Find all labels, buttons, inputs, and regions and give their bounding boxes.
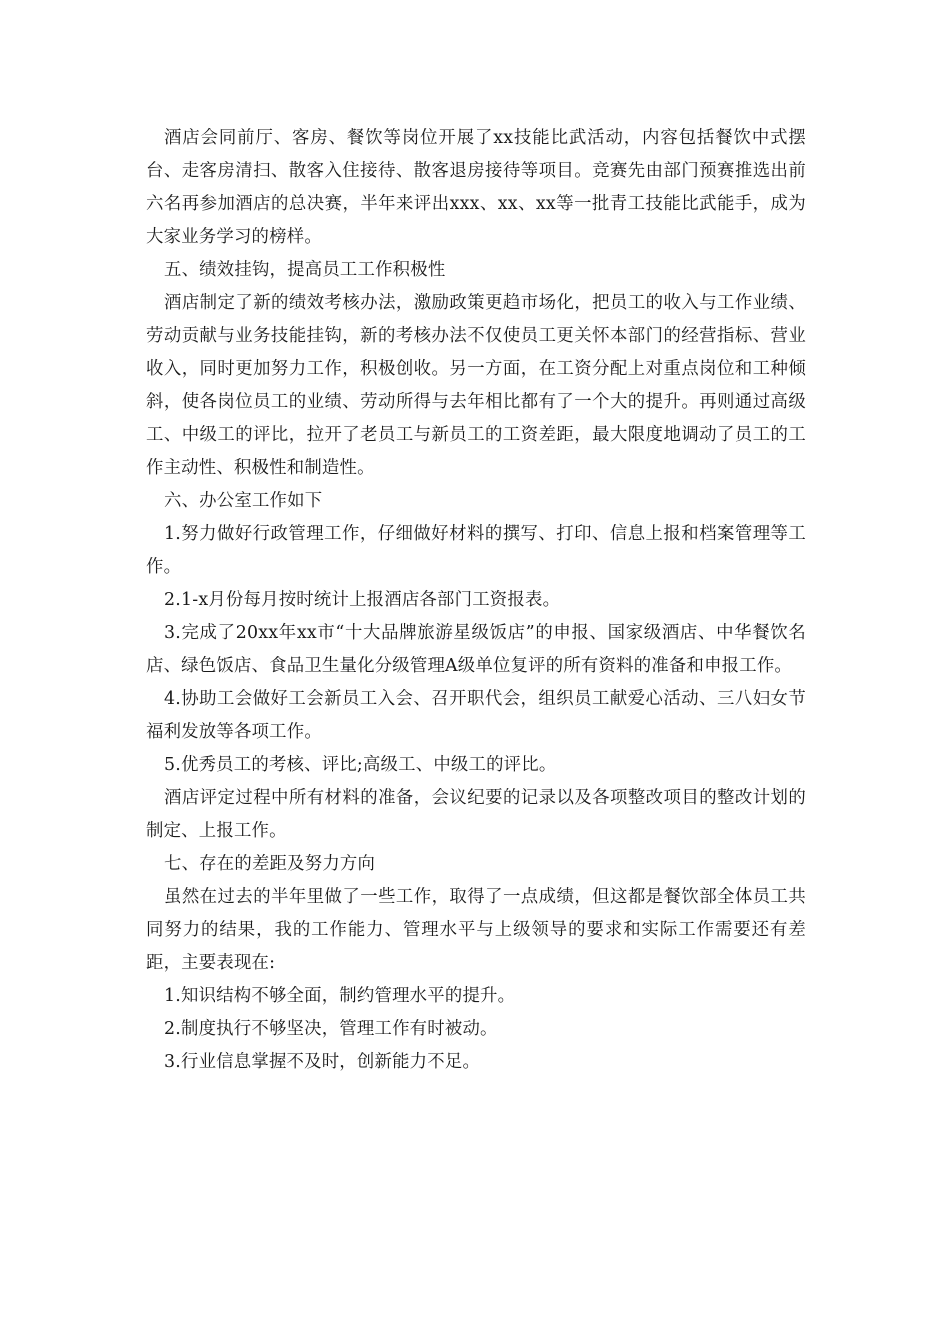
heading-section-6: 六、办公室工作如下 [164,491,323,511]
paragraph-rating-process: 酒店评定过程中所有材料的准备，会议纪要的记录以及各项整改项目的整改计划的制定、上报工作。 [146,788,806,841]
list-item-gap-3: 3.行业信息掌握不及时，创新能力不足。 [164,1052,481,1072]
paragraph-skills-competition: 酒店会同前厅、客房、餐饮等岗位开展了xx技能比武活动，内容包括餐饮中式摆台、走客房清扫、散客入住接待、散客退房接待等项目。竞赛先由部门预赛推选出前六名再参加酒店的总决赛，半年来评出xxx、xx、xx等一批青工技能比武能手，成为大家业务学习的榜样。 [146,128,806,247]
list-item-gap-1: 1.知识结构不够全面，制约管理水平的提升。 [164,986,516,1006]
heading-section-5: 五、绩效挂钩，提高员工工作积极性 [164,260,446,280]
document-body [146,122,806,1079]
paragraph-performance: 酒店制定了新的绩效考核办法，激励政策更趋市场化，把员工的收入与工作业绩、劳动贡献与业务技能挂钩，新的考核办法不仅使员工更关怀本部门的经营指标、营业收入，同时更加努力工作，积极创收。另一方面，在工资分配上对重点岗位和工种倾斜，使各岗位员工的业绩、劳动所得与去年相比都有了一个大的提升。再则通过高级工、中级工的评比，拉开了老员工与新员工的工资差距，最大限度地调动了员工的工作主动性、积极性和制造性。 [146,293,806,478]
paragraph-gaps: 虽然在过去的半年里做了一些工作，取得了一点成绩，但这都是餐饮部全体员工共同努力的结果，我的工作能力、管理水平与上级领导的要求和实际工作需要还有差距，主要表现在: [146,887,806,973]
list-item-gap-2: 2.制度执行不够坚决，管理工作有时被动。 [164,1019,498,1039]
list-item-office-4: 4.协助工会做好工会新员工入会、召开职代会，组织员工献爱心活动、三八妇女节福利发放等各项工作。 [146,689,806,742]
list-item-office-2: 2.1-x月份每月按时统计上报酒店各部门工资报表。 [164,590,561,610]
heading-section-7: 七、存在的差距及努力方向 [164,854,376,874]
list-item-office-5: 5.优秀员工的考核、评比;高级工、中级工的评比。 [164,755,557,775]
list-item-office-1: 1.努力做好行政管理工作，仔细做好材料的撰写、打印、信息上报和档案管理等工作。 [146,524,806,577]
list-item-office-3: 3.完成了20xx年xx市“十大品牌旅游星级饭店”的申报、国家级酒店、中华餐饮名店、绿色饭店、食品卫生量化分级管理A级单位复评的所有资料的准备和申报工作。 [146,623,806,676]
